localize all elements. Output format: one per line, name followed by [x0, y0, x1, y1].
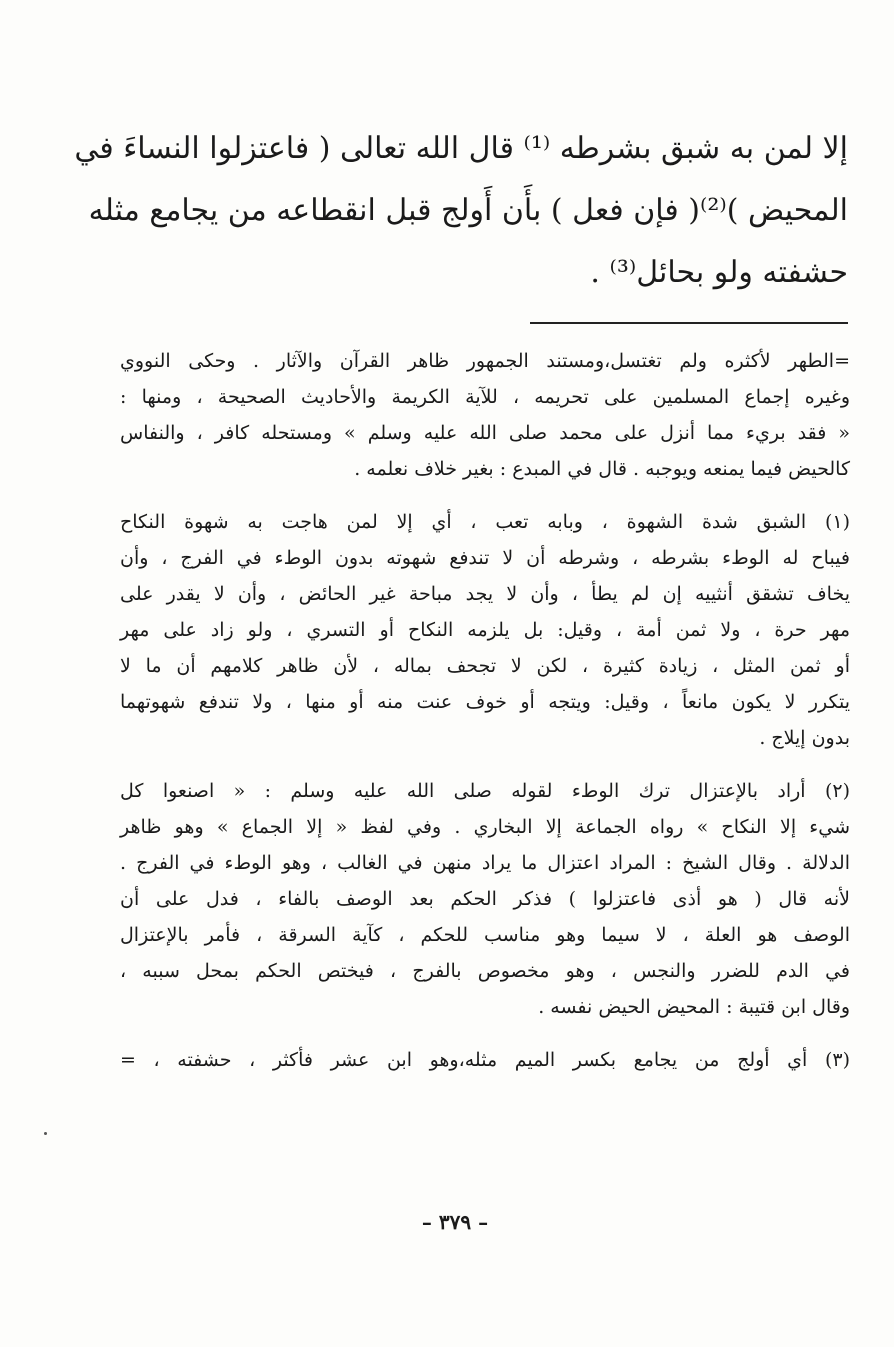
- footnote-line: فيباح له الوطء بشرطه ، وشرطه أن لا تندفع شهوته بدون الوطء في الفرج ، وأن: [120, 547, 850, 569]
- footnote-line: (٢) أراد بالإعتزال ترك الوطء لقوله صلى الله عليه وسلم : « اصنعوا كل: [120, 780, 850, 802]
- footnote-2: [120, 773, 850, 1025]
- footnote-line: (٣) أي أولج من يجامع بكسر الميم مثله،وهو ابن عشر فأكثر ، حشفته ، =: [120, 1049, 850, 1071]
- main-text: [74, 118, 848, 304]
- footnote-line: شيء إلا النكاح » رواه الجماعة إلا البخاري . وفي لفظ « إلا الجماع » وهو ظاهر: [120, 816, 850, 838]
- footnote-line: =الطهر لأكثره ولم تغتسل،ومستند الجمهور ظاهر القرآن والآثار . وحكى النووي: [120, 350, 850, 372]
- footnote-continuation: [120, 343, 850, 487]
- footnote-1: [120, 504, 850, 756]
- footnote-line: وغيره إجماع المسلمين على تحريمه ، للآية الكريمة والأحاديث الصحيحة ، ومنها :: [120, 386, 850, 408]
- footnote-line: أو ثمن المثل ، زيادة كثيرة ، لكن لا تجحف بماله ، لأن ظاهر كلامهم أن ما لا: [120, 655, 850, 677]
- footnote-line: لأنه قال ( هو أذى فاعتزلوا ) فذكر الحكم بعد الوصف بالفاء ، فدل على أن: [120, 888, 850, 910]
- footnote-line: مهر حرة ، ولا ثمن أمة ، وقيل: بل يلزمه النكاح أو التسري ، ولو زاد على مهر: [120, 619, 850, 641]
- footnote-line: وقال ابن قتيبة : المحيض الحيض نفسه .: [538, 996, 850, 1018]
- scan-speck: [44, 1132, 47, 1135]
- footnote-line: الوصف هو العلة ، لا سيما وهو مناسب للحكم ، كآية السرقة ، فأمر بالإعتزال: [120, 924, 850, 946]
- footnote-line: الدلالة . وقال الشيخ : المراد اعتزال ما يراد منهن في الغالب ، وهو الوطء في الفرج .: [120, 852, 850, 874]
- main-text-line: حشفته ولو بحائل⁽³⁾ .: [590, 255, 848, 290]
- footnote-line: بدون إيلاج .: [759, 727, 850, 749]
- footnote-separator: [530, 322, 848, 324]
- page-number: – ٣٧٩ –: [421, 1210, 489, 1234]
- footnote-line: كالحيض فيما يمنعه ويوجبه . قال في المبدع : بغير خلاف نعلمه .: [354, 458, 850, 480]
- footnote-3: [120, 1042, 850, 1078]
- main-text-line: إلا لمن به شبق بشرطه ⁽¹⁾ قال الله تعالى ( فاعتزلوا النساءَ في: [74, 131, 848, 166]
- footnote-line: (١) الشبق شدة الشهوة ، وبابه تعب ، أي إلا لمن هاجت به شهوة النكاح: [120, 511, 850, 533]
- footnote-line: يتكرر لا يكون مانعاً ، وقيل: ويتجه أو خوف عنت منه أو منها ، ولا تندفع شهوتهما: [120, 691, 850, 713]
- footnote-line: « فقد بريء مما أنزل على محمد صلى الله عليه وسلم » ومستحله كافر ، والنفاس: [120, 422, 850, 444]
- footnote-line: يخاف تشقق أنثييه إن لم يطأ ، وأن لا يجد مباحة غير الحائض ، وأن لا يقدر على: [120, 583, 850, 605]
- main-text-line: المحيض )⁽²⁾( فإن فعل ) بأَن أَولج قبل انقطاعه من يجامع مثله: [88, 193, 848, 228]
- footnote-line: في الدم للضرر والنجس ، وهو مخصوص بالفرج ، فيختص الحكم بمحل سببه ،: [120, 960, 850, 982]
- footnotes: [120, 343, 850, 1095]
